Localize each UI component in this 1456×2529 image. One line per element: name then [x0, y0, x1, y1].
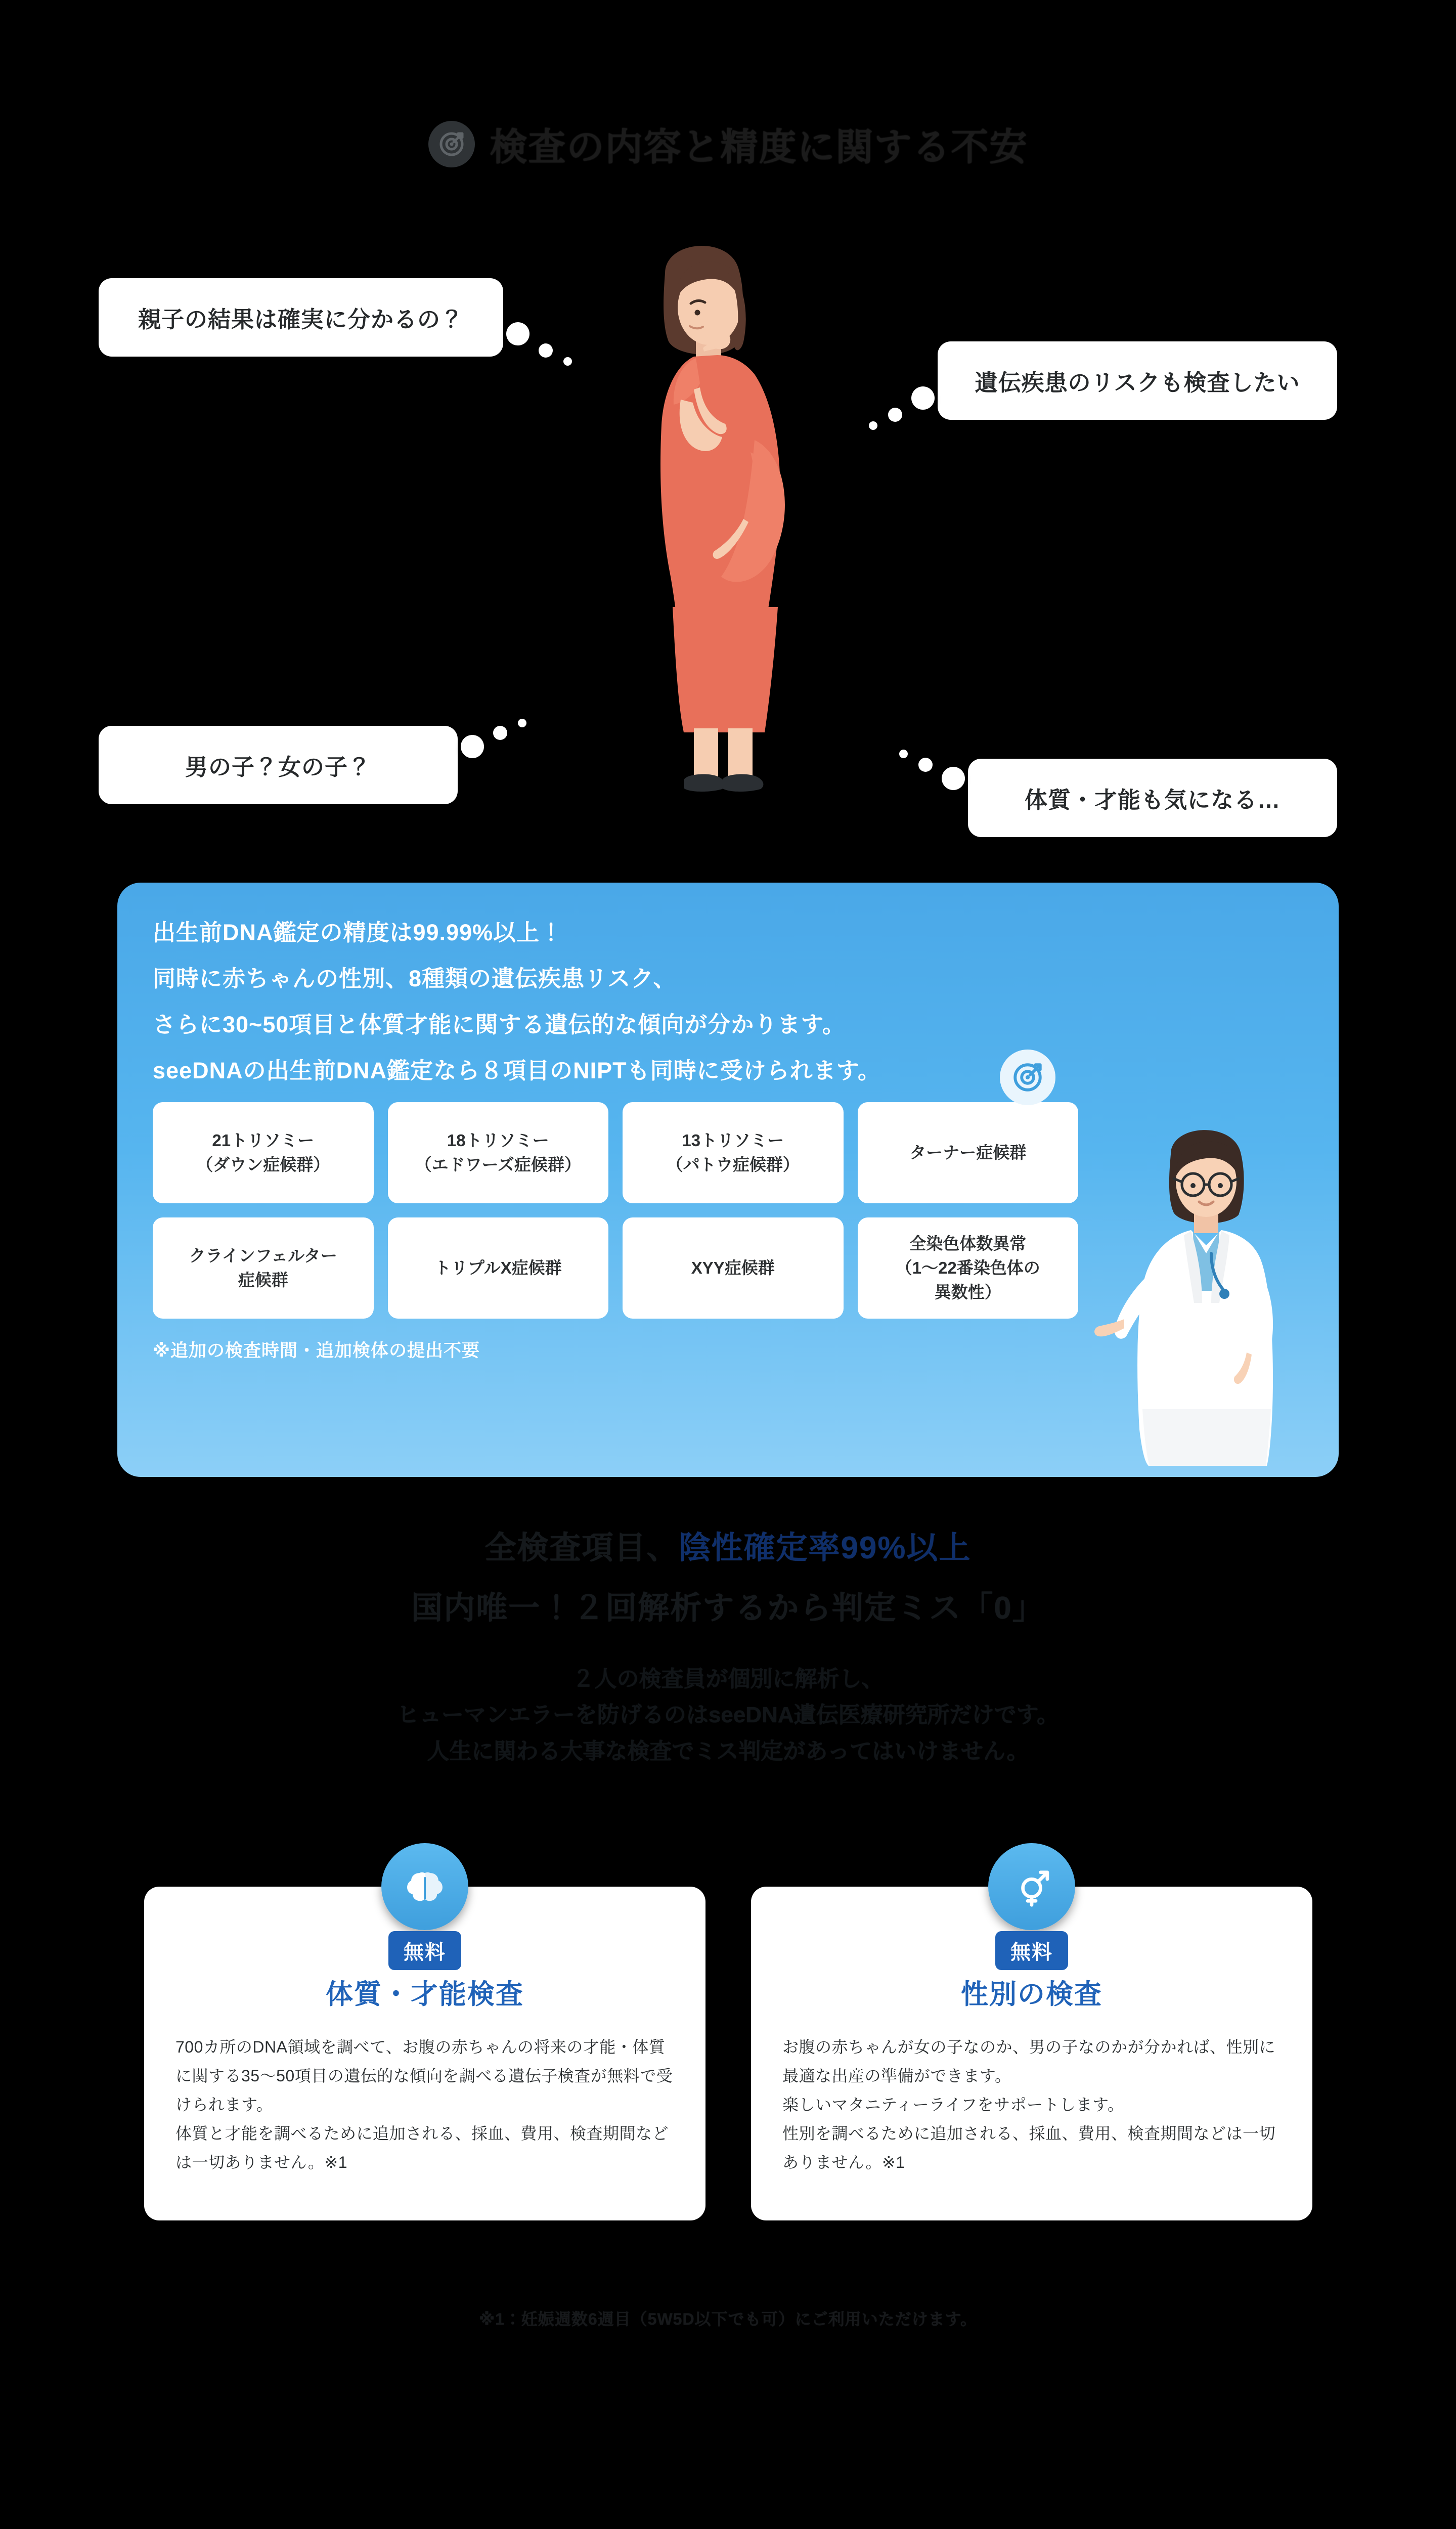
chip-line: 13トリソミー	[682, 1131, 784, 1150]
chip-line: 異数性）	[934, 1282, 1001, 1301]
female-doctor-illustration	[1072, 1106, 1314, 1470]
bubble-dot	[506, 322, 530, 345]
feature-card-body: お腹の赤ちゃんが女の子なのか、男の子なのかが分かれば、性別に最適な出産の準備ができます。 楽しいマタニティーライフをサポートします。 性別を調べるために追加される、採血、費用、検査期間などは一切ありません。※1	[782, 2038, 1276, 2171]
lead-line-4: seeDNAの出生前DNA鑑定なら８項目のNIPTも同時に受けられます。	[153, 1058, 881, 1083]
condition-chip-grid	[153, 1102, 1078, 1319]
chip-line: 症候群	[238, 1271, 288, 1289]
hero-section	[0, 212, 1456, 835]
thought-bubble-4-text: 体質・才能も気になる…	[1024, 787, 1281, 813]
condition-chip	[858, 1217, 1079, 1319]
free-badge: 無料	[388, 1931, 461, 1970]
thought-bubble-2	[99, 726, 458, 804]
feature-card-constitution-talent	[144, 1887, 705, 2220]
accuracy-subtext	[0, 1661, 1456, 1769]
bubble-dot	[888, 408, 902, 422]
lead-line-2: 同時に赤ちゃんの性別、8種類の遺伝疾患リスク、	[153, 966, 677, 991]
thought-bubble-4	[968, 759, 1337, 837]
chip-line: XYY症候群	[691, 1258, 775, 1278]
info-panel-note: ※追加の検査時間・追加検体の提出不要	[153, 1341, 480, 1361]
bubble-dot	[911, 386, 935, 410]
thought-bubble-1-text: 親子の結果は確実に分かるの？	[138, 307, 464, 332]
bubble-dot	[869, 421, 877, 430]
thought-bubble-1	[99, 278, 503, 357]
feature-card-list	[144, 1887, 1312, 2220]
free-badge: 無料	[995, 1931, 1068, 1970]
bubble-dot	[918, 758, 933, 772]
chip-line: （ダウン症候群）	[196, 1155, 330, 1174]
chip-line: （1～22番染色体の	[895, 1258, 1040, 1278]
accuracy-headline-line2: 国内唯一！２回解析するから判定ミス「0」	[411, 1591, 1045, 1626]
headline-prefix: 全検査項目、	[484, 1531, 679, 1565]
accuracy-subtext-line1: ２人の検査員が個別に解析し、	[572, 1667, 884, 1691]
condition-chip	[153, 1102, 374, 1203]
bubble-dot	[899, 750, 908, 758]
chip-line: 全染色体数異常	[909, 1234, 1027, 1253]
footnote: ※1：妊娠週数6週目（5W5D以下でも可）にご利用いただけます。	[478, 2310, 978, 2328]
condition-chip	[388, 1217, 609, 1319]
bubble-dot	[461, 735, 484, 758]
target-icon	[1000, 1050, 1055, 1105]
bubble-dot	[942, 767, 965, 790]
accuracy-headline-line1	[0, 1522, 1456, 1567]
bubble-dot	[493, 726, 507, 740]
info-panel	[117, 883, 1339, 1477]
feature-card-gender	[751, 1887, 1312, 2220]
info-panel-lead	[153, 914, 1303, 1085]
chip-line: ターナー症候群	[909, 1143, 1027, 1162]
chip-line: 18トリソミー	[447, 1131, 549, 1150]
bubble-dot	[518, 719, 526, 727]
lead-line-3: さらに30~50項目と体質才能に関する遺伝的な傾向が分かります。	[153, 1012, 846, 1037]
bubble-dot	[563, 357, 572, 366]
feature-card-title: 性別の検査	[961, 1979, 1102, 2010]
chip-line: クラインフェルター	[189, 1246, 337, 1266]
accuracy-subtext-line2: ヒューマンエラーを防げるのはseeDNA遺伝医療研究所だけです。	[396, 1703, 1060, 1728]
accuracy-subtext-line3: 人生に関わる大事な検査でミス判定があってはいけません。	[427, 1738, 1029, 1764]
feature-card-body: 700カ所のDNA領域を調べて、お腹の赤ちゃんの将来の才能・体質に関する35〜50項目の遺伝的な傾向を調べる遺伝子検査が無料で受けられます。 体質と才能を調べるために追加される、採血、費用、検査期間などは一切ありません。※1	[175, 2038, 673, 2171]
condition-chip	[388, 1102, 609, 1203]
brain-icon	[381, 1843, 468, 1930]
accuracy-headline	[0, 1522, 1456, 1769]
target-icon	[428, 121, 475, 167]
condition-chip	[623, 1217, 844, 1319]
thought-bubble-3-text: 遺伝疾患のリスクも検査したい	[975, 370, 1300, 396]
chip-line: （パトウ症候群）	[666, 1155, 800, 1174]
headline-highlight: 陰性確定率99%以上	[679, 1531, 972, 1565]
chip-line: （エドワーズ症候群）	[415, 1155, 581, 1174]
bubble-dot	[539, 343, 553, 358]
lead-line-1: 出生前DNA鑑定の精度は99.99%以上！	[153, 920, 563, 945]
chip-line: トリプルX症候群	[434, 1258, 562, 1278]
section-title	[0, 117, 1456, 171]
pregnant-woman-illustration	[577, 223, 850, 830]
condition-chip	[858, 1102, 1079, 1203]
page-title: 検査の内容と精度に関する不安	[490, 126, 1028, 168]
thought-bubble-2-text: 男の子？女の子？	[185, 754, 371, 780]
condition-chip	[153, 1217, 374, 1319]
feature-card-title: 体質・才能検査	[326, 1979, 524, 2010]
gender-symbol-icon	[988, 1843, 1075, 1930]
chip-line: 21トリソミー	[212, 1131, 315, 1150]
thought-bubble-3	[938, 341, 1337, 420]
condition-chip	[623, 1102, 844, 1203]
